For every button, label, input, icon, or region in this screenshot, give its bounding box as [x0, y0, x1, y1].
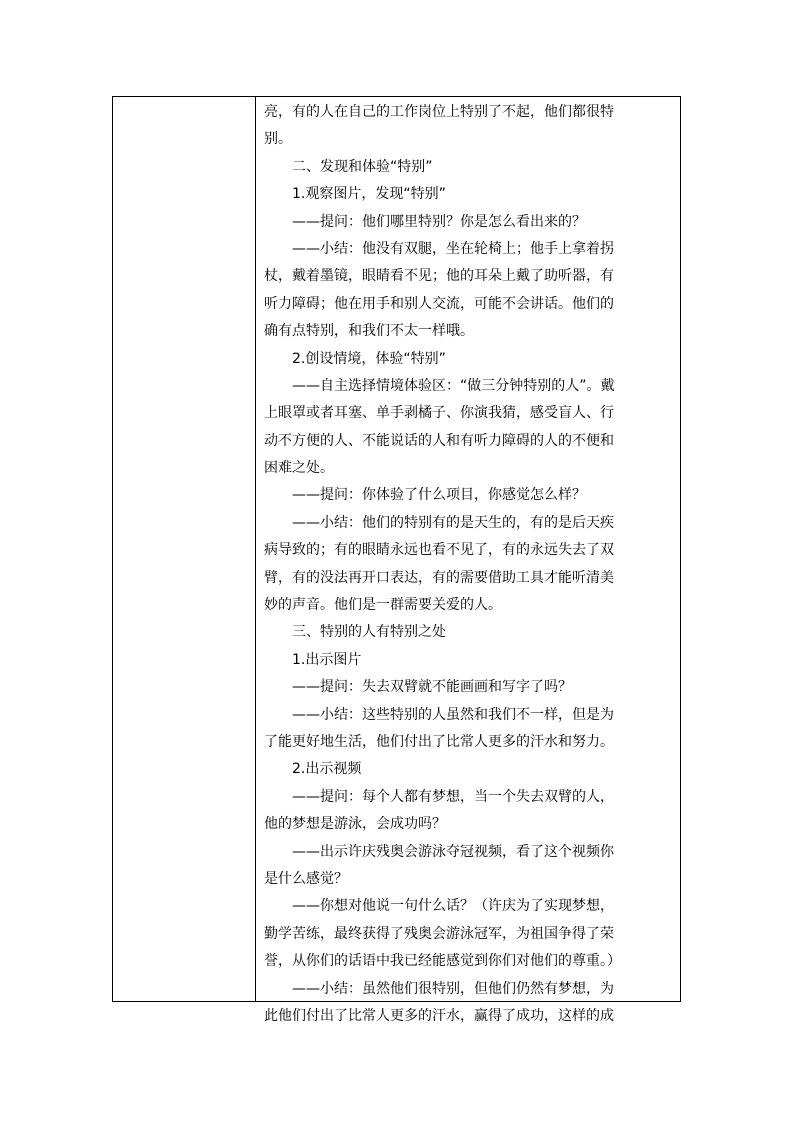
text-line: 了能更好地生活，他们付出了比常人更多的汗水和努力。 — [264, 733, 614, 750]
text-line: 勤学苦练，最终获得了残奥会游泳冠军，为祖国争得了荣 — [264, 925, 614, 942]
text-line: ——提问：他们哪里特别？你是怎么看出来的？ — [292, 213, 586, 230]
text-line: 1.观察图片，发现“特别” — [292, 186, 446, 203]
text-line: 誉，从你们的话语中我已经能感觉到你们对他们的尊重。） — [264, 953, 621, 970]
text-line: 妙的声音。他们是一群需要关爱的人。 — [264, 597, 502, 614]
text-line: ——小结：他们的特别有的是天生的，有的是后天疾 — [292, 514, 614, 531]
text-line: 亮，有的人在自己的工作岗位上特别了不起，他们都很特 — [264, 104, 614, 120]
text-line: ——出示许庆残奥会游泳夺冠视频，看了这个视频你 — [292, 843, 614, 860]
text-line: 2.出示视频 — [292, 761, 362, 778]
text-line: ——提问：每个人都有梦想，当一个失去双臂的人， — [292, 788, 614, 805]
left-column-cell — [113, 97, 256, 1001]
text-line: 是什么感觉？ — [264, 870, 348, 887]
text-line: ——小结：这些特别的人虽然和我们不一样，但是为 — [292, 706, 614, 723]
text-line: 动不方便的人、不能说话的人和有听力障碍的人的不便和 — [264, 432, 614, 449]
text-line: 上眼罩或者耳塞、单手剥橘子、你演我猜，感受盲人、行 — [264, 405, 614, 422]
document-table — [112, 96, 681, 1024]
lesson-content-cell — [256, 97, 680, 1024]
text-line: 此他们付出了比常人更多的汗水，赢得了成功，这样的成 — [264, 1007, 614, 1024]
text-line: 二、发现和体验“特别” — [292, 158, 433, 175]
text-line: ——提问：失去双臂就不能画画和写字了吗？ — [292, 679, 572, 696]
text-line: 杖，戴着墨镜，眼睛看不见；他的耳朵上戴了助听器，有 — [264, 268, 614, 285]
text-line: 困难之处。 — [264, 460, 334, 477]
text-line: 病导致的；有的眼睛永远也看不见了，有的永远失去了双 — [264, 542, 614, 559]
text-line: ——提问：你体验了什么项目，你感觉怎么样？ — [292, 487, 586, 504]
text-line: ——自主选择情境体验区：“做三分钟特别的人”。戴 — [292, 377, 615, 394]
text-line: 1.出示图片 — [292, 651, 362, 668]
text-line: 他的梦想是游泳，会成功吗？ — [264, 816, 446, 833]
text-line: 臂，有的没法再开口表达，有的需要借助工具才能听清美 — [264, 569, 614, 586]
text-line: ——小结：虽然他们很特别，但他们仍然有梦想，为 — [292, 980, 614, 997]
text-line: 别。 — [264, 131, 292, 148]
text-line: ——你想对他说一句什么话？（许庆为了实现梦想， — [292, 898, 614, 915]
text-line: 确有点特别，和我们不太一样哦。 — [264, 323, 474, 340]
text-line: 2.创设情境，体验“特别” — [292, 350, 446, 367]
text-line: 三、特别的人有特别之处 — [292, 624, 446, 641]
text-line: ——小结：他没有双腿，坐在轮椅上；他手上拿着拐 — [292, 240, 614, 257]
text-line: 听力障碍；他在用手和别人交流，可能不会讲话。他们的 — [264, 295, 614, 312]
